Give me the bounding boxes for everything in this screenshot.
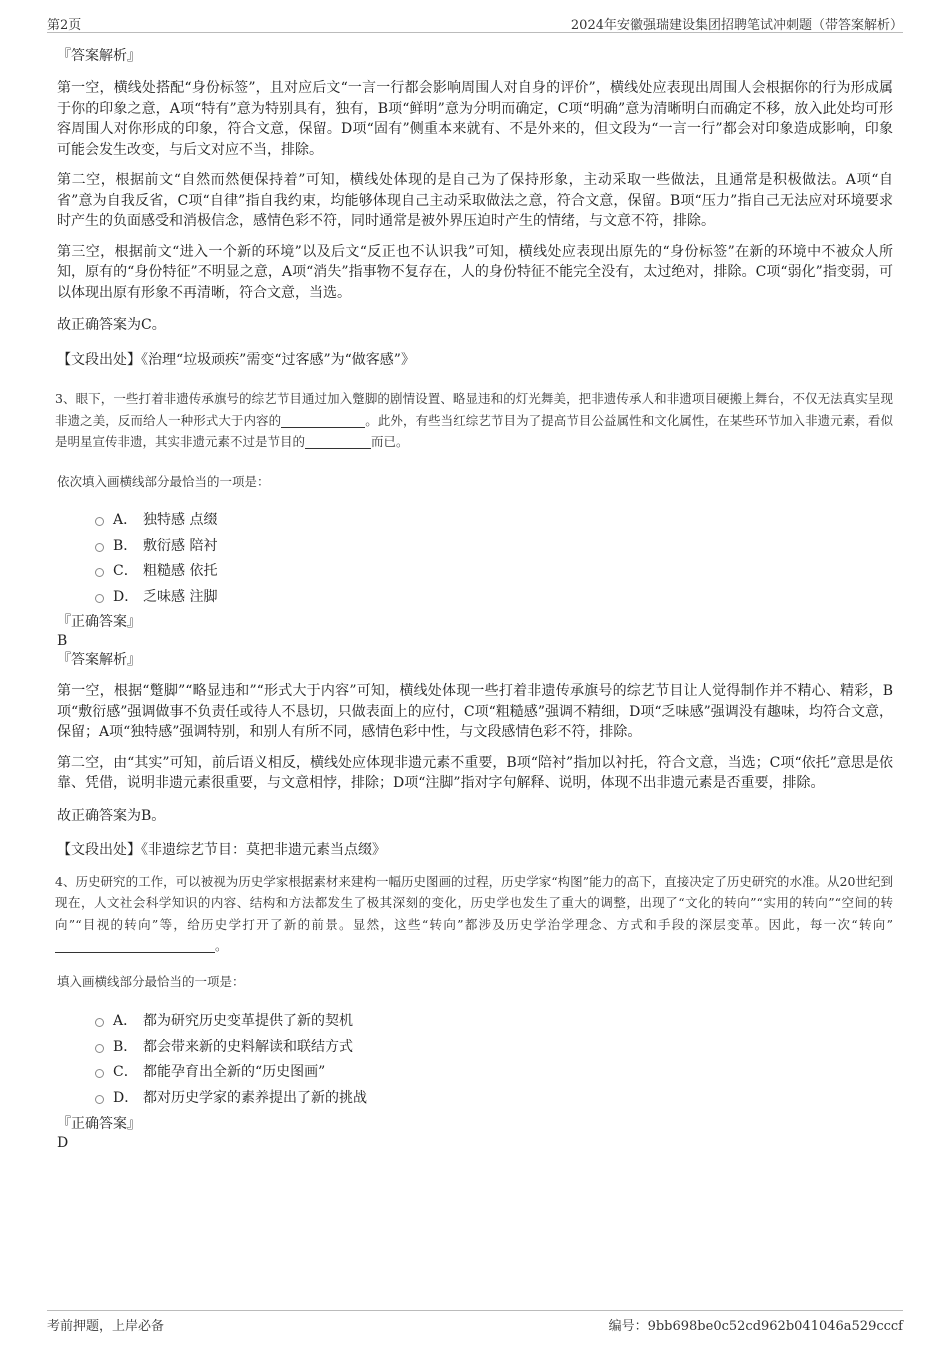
analysis-paragraph: 第二空，由“其实”可知，前后语义相反，横线处应体现非遗元素不重要，B项“陪衬”指加以衬托，符合文意，当选；C项“依托”意思是依靠、凭借，说明非遗元素很重要，与文意相悖，排除；D项“注脚”指对字句解释、说明，体现不出非遗元素是否重要，排除。 [57,754,893,791]
radio-icon[interactable] [95,1044,104,1053]
option-c[interactable]: C． 都能孕育出全新的“历史图画” [95,1060,893,1086]
blank-line [305,434,371,449]
document-title: 2024年安徽强瑞建设集团招聘笔试冲刺题（带答案解析） [570,18,903,33]
option-c[interactable]: C． 粗糙感 依托 [95,559,893,585]
page-header [47,12,903,33]
question-stem: 3、眼下，一些打着非遗传承旗号的综艺节目通过加入蹩脚的剧情设置、略显违和的灯光舞美，把非遗传承人和非遗项目硬搬上舞台，不仅无法真实呈现非遗之美，反而给人一种形式大于内容的 。此外，有些当红综艺节目为了提高节目公益属性和文化属性，在某些环节加入非遗元素，看似是明星宣传非遗，其实非遗元素不过是节目的 而已。 [55,391,893,449]
radio-icon[interactable] [95,1018,104,1027]
option-b[interactable]: B． 敷衍感 陪衬 [95,534,893,560]
page-content [57,38,893,1153]
option-list [95,1009,893,1111]
option-a[interactable]: A． 都为研究历史变革提供了新的契机 [95,1009,893,1035]
page-number: 第2页 [47,18,82,33]
analysis-paragraph: 第二空，根据前文“自然而然便保持着”可知，横线处体现的是自己为了保持形象，主动采取一些做法，且通常是积极做法。A项“自省”意为自我反省，C项“自律”指自我约束，均能够体现自己主动采取做法之意，符合文意，保留。B项“压力”指自己无法应对环境要求时产生的负面感受和消极信念，感情色彩不符，同时通常是被外界压迫时产生的情绪，与文意不符，排除。 [57,172,893,229]
analysis-paragraph: 第一空，横线处搭配“身份标签”，且对应后文“一言一行都会影响周围人对自身的评价”，横线处应表现出周围人会根据你的行为形成属于你的印象之意，A项“特有”意为特别具有，独有，B项“鲜明”意为分明而确定，C项“明确”意为清晰明白而确定不移，放入此处均可形容周围人对你形成的印象，符合文意，保留。D项“固有”侧重本来就有、不是外来的，但文段为“一言一行”都会对印象造成影响，印象可能会发生改变，与后文对应不当，排除。 [57,80,893,158]
question-prompt: 依次填入画横线部分最恰当的一项是： [57,473,270,489]
correct-answer: B [57,633,68,649]
radio-icon[interactable] [95,543,104,552]
question-prompt: 填入画横线部分最恰当的一项是： [57,973,245,989]
option-a[interactable]: A． 独特感 点缀 [95,508,893,534]
radio-icon[interactable] [95,568,104,577]
source-citation: 【文段出处】《非遗综艺节目：莫把非遗元素当点缀》 [57,842,386,858]
blank-line [55,938,215,953]
footer-slogan: 考前押题，上岸必备 [47,1319,165,1334]
analysis-label: 『答案解析』 [57,48,141,64]
question-stem: 4、历史研究的工作，可以被视为历史学家根据素材来建构一幅历史图画的过程，历史学家“构图”能力的高下，直接决定了历史研究的水准。从20世纪到现在，人文社会科学知识的内容、结构和方法都发生了极其深刻的变化，历史学也发生了重大的调整，出现了“文化的转向”“实用的转向”“空间的转向”“目视的转向”等，给历史学打开了新的前景。显然，这些“转向”都涉及历史学治学理念、方式和手段的深层变革。因此，每一次“转向”。 [55,873,893,953]
document-id: 编号：9bb698be0c52cd962b041046a529cccf [608,1319,903,1334]
radio-icon[interactable] [95,1095,104,1104]
analysis-paragraph: 第一空，根据“蹩脚”“略显违和”“形式大于内容”可知，横线处体现一些打着非遗传承旗号的综艺节目让人觉得制作并不精心、精彩，B项“敷衍感”强调做事不负责任或待人不恳切，只做表面上的应付，C项“粗糙感”强调不精细，D项“乏味感”强调没有趣味，均符合文意，保留；A项“独特感”强调特别，和别人有所不同，感情色彩中性，与文段感情色彩不符，排除。 [57,683,893,740]
answer-conclusion: 故正确答案为C。 [57,317,166,333]
radio-icon[interactable] [95,1069,104,1078]
option-list [95,508,893,610]
option-d[interactable]: D． 乏味感 注脚 [95,585,893,611]
page-footer [47,1310,903,1333]
analysis-label: 『答案解析』 [57,652,141,668]
option-b[interactable]: B． 都会带来新的史料解读和联结方式 [95,1035,893,1061]
blank-line [281,413,365,428]
correct-answer-label: 『正确答案』 [57,614,141,630]
radio-icon[interactable] [95,594,104,603]
answer-conclusion: 故正确答案为B。 [57,807,166,824]
radio-icon[interactable] [95,517,104,526]
analysis-paragraph: 第三空，根据前文“进入一个新的环境”以及后文“反正也不认识我”可知，横线处应表现出原先的“身份标签”在新的环境中不被众人所知，原有的“身份特征”不明显之意，A项“消失”指事物不复存在，人的身份特征不能完全没有，太过绝对，排除。C项“弱化”指变弱，可以体现出原有形象不再清晰，符合文意，当选。 [57,243,893,301]
source-citation: 【文段出处】《治理“垃圾顽疾”需变“过客感”为“做客感”》 [57,351,415,368]
option-d[interactable]: D． 都对历史学家的素养提出了新的挑战 [95,1086,893,1112]
correct-answer-label: 『正确答案』 [57,1116,141,1132]
correct-answer: D [57,1135,69,1151]
